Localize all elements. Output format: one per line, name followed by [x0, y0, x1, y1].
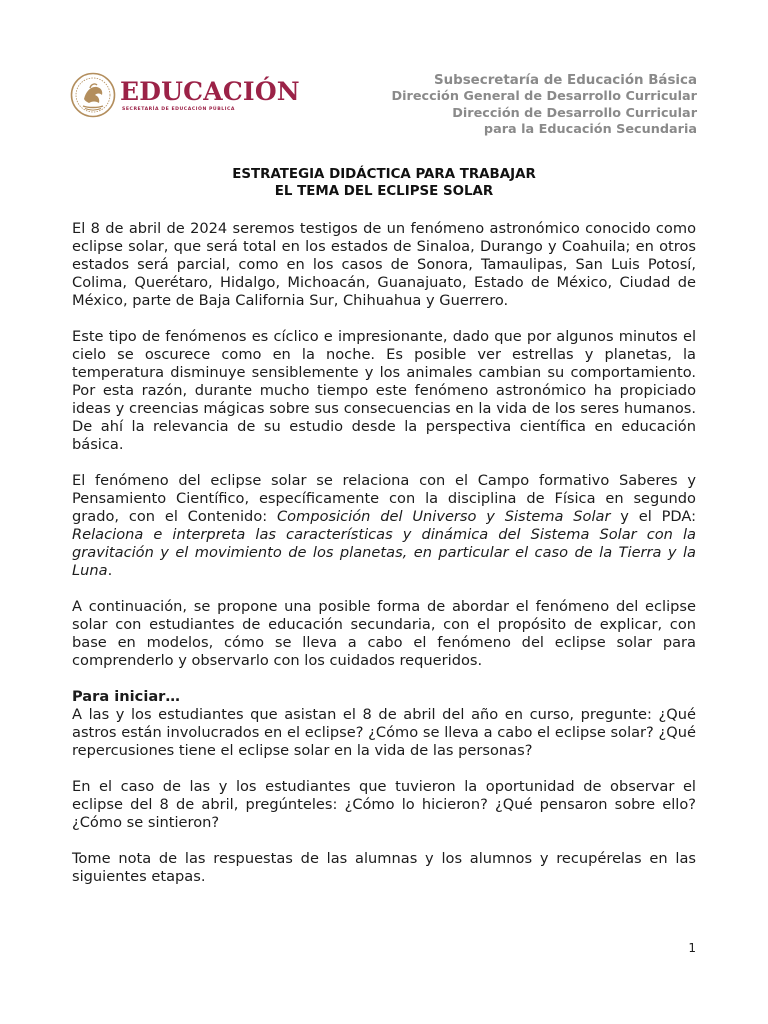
mexican-eagle-seal-icon — [70, 72, 116, 118]
logo-wordmark: EDUCACIÓN — [120, 77, 300, 106]
contenido-text: Composición del Universo y Sistema Solar — [276, 508, 611, 525]
paragraph-proposal: A continuación, se propone una posible forma de abordar el fenómeno del eclipse solar con estudiantes de educación secundaria, con el propósito de explicar, con base en modelos, cómo se lleva a cabo el fenómeno del eclipse solar para comprenderlo y observarlo con los cuidados requeridos. — [72, 598, 696, 669]
paragraph-intro: El 8 de abril de 2024 seremos testigos de un fenómeno astronómico conocido como eclipse solar, que será total en los estados de Sinaloa, Durango y Coahuila; en otros estados será parcial, como en los casos de Sonora, Tamaulipas, San Luis Potosí, Colima, Querétaro, Hidalgo, Michoacán, Guanajuato, Estado de México, Ciudad de México, parte de Baja California Sur, Chihuahua y Guerrero. — [72, 220, 696, 309]
paragraph-observers: En el caso de las y los estudiantes que tuvieron la oportunidad de observar el eclipse del 8 de abril, pregúnteles: ¿Cómo lo hicieron? ¿Qué pensaron sobre ello? ¿Cómo se sintieron? — [72, 778, 696, 831]
institution-line-1: Subsecretaría de Educación Básica — [433, 73, 697, 88]
section-heading-start: Para iniciar… — [72, 688, 180, 705]
document-body — [72, 220, 696, 886]
paragraph-curriculum — [72, 472, 696, 580]
document-title — [0, 166, 768, 200]
institution-line-2: Dirección General de Desarrollo Curricular — [391, 89, 697, 104]
sep-logo — [70, 72, 300, 118]
page-number: 1 — [688, 941, 696, 955]
institution-line-4: para la Educación Secundaria — [483, 122, 697, 137]
curriculum-end: . — [107, 562, 113, 579]
paragraph-notes: Tome nota de las respuestas de las alumnas y los alumnos y recupérelas en las siguientes etapas. — [72, 850, 696, 885]
title-line-1: ESTRATEGIA DIDÁCTICA PARA TRABAJAR — [232, 167, 536, 182]
title-line-2: EL TEMA DEL ECLIPSE SOLAR — [274, 184, 494, 199]
institution-block — [392, 72, 698, 139]
pda-text: Relaciona e interpreta las características y dinámica del Sistema Solar con la gravitación y el movimiento de los planetas, en particular el caso de la Tierra y la Luna — [72, 526, 696, 579]
pda-connector: y el PDA: — [610, 508, 696, 525]
paragraph-questions: A las y los estudiantes que asistan el 8 de abril del año en curso, pregunte: ¿Qué astros están involucrados en el eclipse? ¿Cómo se lleva a cabo el eclipse solar? ¿Qué repercusiones tiene el eclipse solar en la vida de las personas? — [72, 706, 696, 759]
curriculum-text: El fenómeno del eclipse solar se relaciona con el Campo formativo Saberes y Pensamiento Científico, específicamente con la disciplina de Física en segundo grado, con el Contenido: — [72, 472, 696, 525]
paragraph-phenomenon: Este tipo de fenómenos es cíclico e impresionante, dado que por algunos minutos el cielo se oscurece como en la noche. Es posible ver estrellas y planetas, la temperatura disminuye sensiblemente y los animales cambian su comportamiento. Por esta razón, durante mucho tiempo este fenómeno astronómico ha propiciado ideas y creencias mágicas sobre sus consecuencias en la vida de los seres humanos. De ahí la relevancia de su estudio desde la perspectiva científica en educación básica. — [72, 328, 696, 453]
institution-line-3: Dirección de Desarrollo Curricular — [452, 105, 697, 121]
logo-subtitle: SECRETARÍA DE EDUCACIÓN PÚBLICA — [122, 107, 236, 112]
